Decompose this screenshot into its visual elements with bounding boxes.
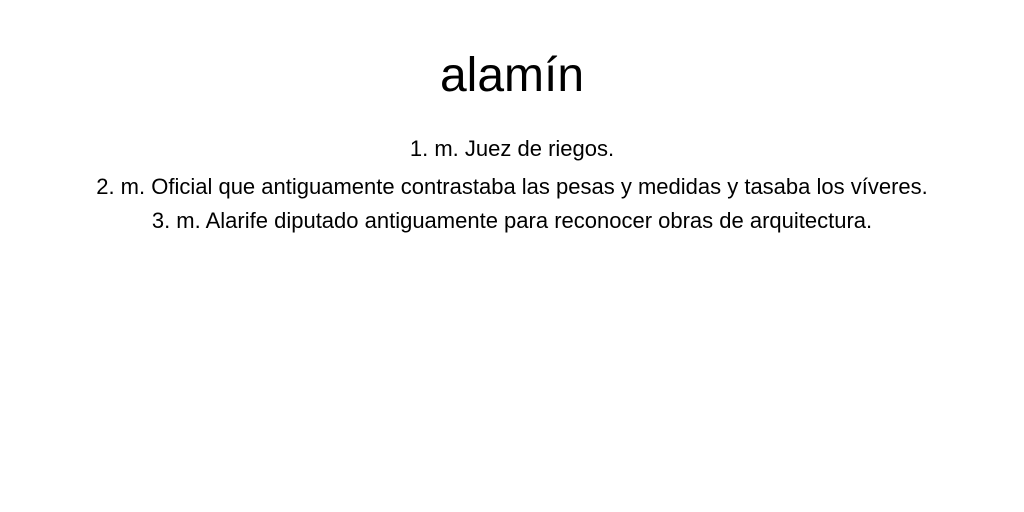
- definition-2: 2. m. Oficial que antiguamente contrastaba las pesas y medidas y tasaba los víveres.: [96, 174, 928, 199]
- definition-1: 1. m. Juez de riegos.: [409, 136, 615, 161]
- definition-3: 3. m. Alarife diputado antiguamente para reconocer obras de arquitectura.: [151, 208, 873, 233]
- headword: alamín: [439, 49, 585, 102]
- definition-list: [72, 130, 952, 240]
